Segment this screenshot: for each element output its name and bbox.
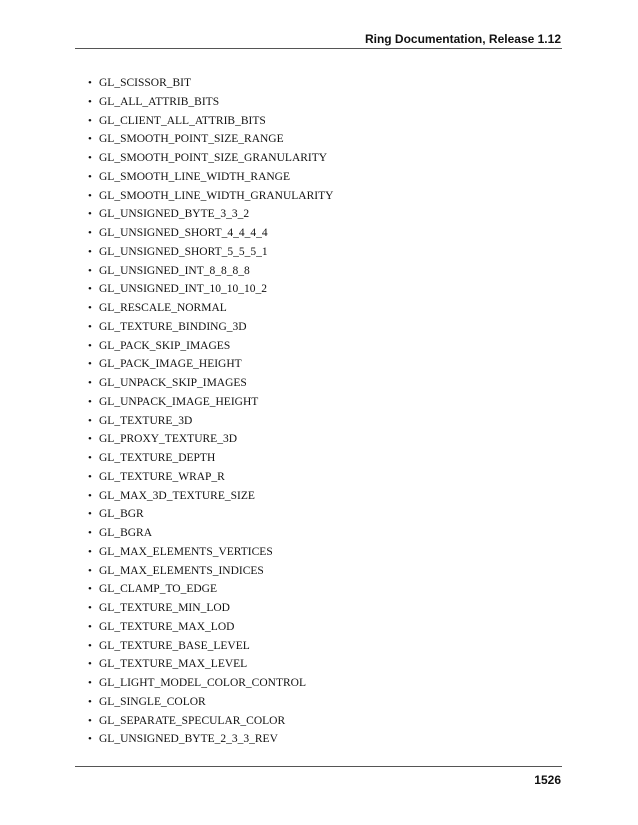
constant-name: GL_UNSIGNED_SHORT_4_4_4_4 bbox=[99, 227, 268, 239]
bullet-icon: • bbox=[88, 170, 92, 183]
list-item bbox=[88, 168, 333, 187]
list-item bbox=[88, 487, 333, 506]
bullet-icon: • bbox=[88, 695, 92, 708]
bullet-icon: • bbox=[88, 77, 92, 89]
page-number: 1526 bbox=[534, 773, 561, 787]
constant-name: GL_PACK_IMAGE_HEIGHT bbox=[99, 358, 242, 371]
list-item bbox=[88, 187, 333, 206]
bullet-icon: • bbox=[88, 395, 92, 408]
list-item bbox=[88, 93, 333, 112]
constant-name: GL_PROXY_TEXTURE_3D bbox=[99, 433, 237, 446]
bullet-icon: • bbox=[88, 302, 92, 314]
constant-name: GL_UNSIGNED_INT_8_8_8_8 bbox=[99, 264, 250, 277]
list-item bbox=[88, 112, 333, 131]
constant-name: GL_UNPACK_IMAGE_HEIGHT bbox=[99, 395, 259, 408]
list-item bbox=[88, 637, 333, 656]
bullet-icon: • bbox=[88, 470, 92, 483]
list-item bbox=[88, 524, 333, 543]
constant-name: GL_LIGHT_MODEL_COLOR_CONTROL bbox=[99, 677, 306, 689]
constant-name: GL_PACK_SKIP_IMAGES bbox=[99, 339, 231, 352]
constant-name: GL_UNPACK_SKIP_IMAGES bbox=[99, 377, 247, 389]
constant-name: GL_TEXTURE_3D bbox=[99, 414, 193, 427]
constant-name: GL_ALL_ATTRIB_BITS bbox=[99, 95, 220, 108]
constant-name: GL_SCISSOR_BIT bbox=[99, 77, 192, 89]
bullet-icon: • bbox=[88, 452, 92, 464]
list-item bbox=[88, 430, 333, 449]
constant-name: GL_SMOOTH_POINT_SIZE_RANGE bbox=[99, 133, 284, 146]
bullet-icon: • bbox=[88, 714, 92, 727]
bullet-icon: • bbox=[88, 133, 92, 146]
list-item bbox=[88, 712, 333, 731]
constant-name: GL_MAX_ELEMENTS_VERTICES bbox=[99, 545, 273, 558]
bullet-icon: • bbox=[88, 320, 92, 333]
bullet-icon: • bbox=[88, 583, 92, 596]
bullet-icon: • bbox=[88, 245, 92, 258]
bullet-icon: • bbox=[88, 545, 92, 558]
list-item bbox=[88, 449, 333, 468]
bullet-icon: • bbox=[88, 733, 92, 746]
constant-name: GL_RESCALE_NORMAL bbox=[99, 302, 227, 314]
bullet-icon: • bbox=[88, 677, 92, 689]
list-item bbox=[88, 130, 333, 149]
constant-name: GL_BGR bbox=[99, 508, 144, 521]
constant-name: GL_MAX_ELEMENTS_INDICES bbox=[99, 564, 264, 577]
bullet-icon: • bbox=[88, 414, 92, 427]
bullet-icon: • bbox=[88, 189, 92, 202]
list-item bbox=[88, 355, 333, 374]
bullet-icon: • bbox=[88, 527, 92, 539]
bullet-icon: • bbox=[88, 283, 92, 296]
constant-name: GL_UNSIGNED_SHORT_5_5_5_1 bbox=[99, 245, 268, 258]
list-item bbox=[88, 543, 333, 562]
list-item bbox=[88, 374, 333, 393]
constant-name: GL_TEXTURE_MAX_LOD bbox=[99, 620, 235, 633]
constant-name: GL_BGRA bbox=[99, 527, 153, 539]
bullet-icon: • bbox=[88, 95, 92, 108]
constant-name: GL_SINGLE_COLOR bbox=[99, 695, 206, 708]
bullet-icon: • bbox=[88, 658, 92, 671]
constant-list bbox=[88, 74, 333, 749]
constant-name: GL_SEPARATE_SPECULAR_COLOR bbox=[99, 714, 286, 727]
constant-name: GL_TEXTURE_MAX_LEVEL bbox=[99, 658, 248, 671]
list-item bbox=[88, 655, 333, 674]
constant-name: GL_MAX_3D_TEXTURE_SIZE bbox=[99, 489, 255, 502]
list-item bbox=[88, 505, 333, 524]
list-item bbox=[88, 580, 333, 599]
bullet-icon: • bbox=[88, 264, 92, 277]
list-item bbox=[88, 468, 333, 487]
constant-name: GL_CLIENT_ALL_ATTRIB_BITS bbox=[99, 114, 266, 127]
footer-divider bbox=[75, 766, 562, 767]
bullet-icon: • bbox=[88, 114, 92, 127]
constant-name: GL_UNSIGNED_BYTE_2_3_3_REV bbox=[99, 733, 278, 746]
bullet-icon: • bbox=[88, 208, 92, 221]
bullet-icon: • bbox=[88, 227, 92, 239]
list-item bbox=[88, 693, 333, 712]
bullet-icon: • bbox=[88, 620, 92, 633]
constant-name: GL_TEXTURE_WRAP_R bbox=[99, 470, 225, 483]
constant-name: GL_SMOOTH_LINE_WIDTH_RANGE bbox=[99, 170, 291, 183]
bullet-icon: • bbox=[88, 377, 92, 389]
constant-name: GL_SMOOTH_LINE_WIDTH_GRANULARITY bbox=[99, 189, 334, 202]
list-item bbox=[88, 318, 333, 337]
bullet-icon: • bbox=[88, 564, 92, 577]
list-item bbox=[88, 262, 333, 281]
constant-name: GL_UNSIGNED_BYTE_3_3_2 bbox=[99, 208, 250, 221]
list-item bbox=[88, 412, 333, 431]
bullet-icon: • bbox=[88, 358, 92, 371]
list-item bbox=[88, 618, 333, 637]
list-item bbox=[88, 243, 333, 262]
constant-name: GL_TEXTURE_MIN_LOD bbox=[99, 602, 230, 614]
constant-name: GL_TEXTURE_BASE_LEVEL bbox=[99, 639, 250, 652]
list-item bbox=[88, 205, 333, 224]
document-title: Ring Documentation, Release 1.12 bbox=[364, 32, 561, 46]
bullet-icon: • bbox=[88, 639, 92, 652]
list-item bbox=[88, 730, 333, 749]
bullet-icon: • bbox=[88, 433, 92, 446]
list-item bbox=[88, 599, 333, 618]
bullet-icon: • bbox=[88, 152, 92, 164]
bullet-icon: • bbox=[88, 508, 92, 521]
list-item bbox=[88, 299, 333, 318]
list-item bbox=[88, 562, 333, 581]
constant-name: GL_SMOOTH_POINT_SIZE_GRANULARITY bbox=[99, 152, 328, 164]
list-item bbox=[88, 337, 333, 356]
list-item bbox=[88, 280, 333, 299]
bullet-icon: • bbox=[88, 489, 92, 502]
header-divider bbox=[75, 48, 562, 49]
list-item bbox=[88, 674, 333, 693]
constant-name: GL_TEXTURE_DEPTH bbox=[99, 452, 216, 464]
list-item bbox=[88, 74, 333, 93]
list-item bbox=[88, 224, 333, 243]
bullet-icon: • bbox=[88, 602, 92, 614]
constant-name: GL_TEXTURE_BINDING_3D bbox=[99, 320, 247, 333]
bullet-icon: • bbox=[88, 339, 92, 352]
constant-name: GL_UNSIGNED_INT_10_10_10_2 bbox=[99, 283, 268, 296]
list-item bbox=[88, 393, 333, 412]
list-item bbox=[88, 149, 333, 168]
constant-name: GL_CLAMP_TO_EDGE bbox=[99, 583, 217, 596]
